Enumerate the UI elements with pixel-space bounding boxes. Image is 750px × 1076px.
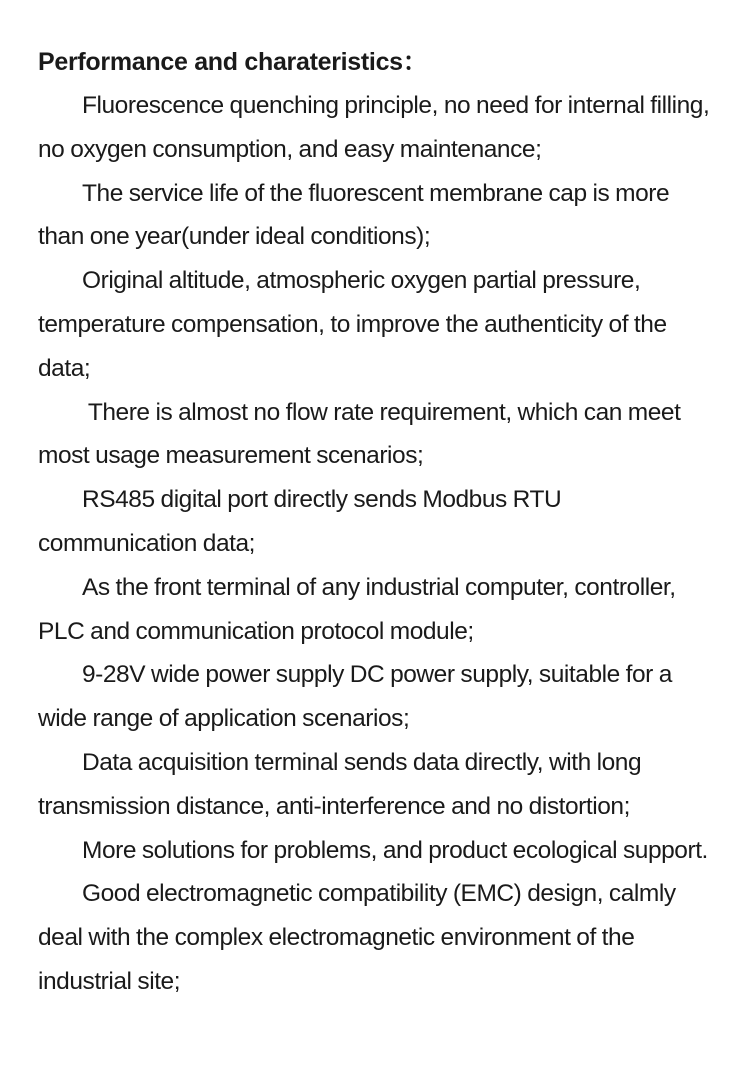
- feature-paragraph-compensation: Original altitude, atmospheric oxygen partial pressure, temperature compensation, to improve the authenticity of the data;: [38, 267, 667, 382]
- feature-paragraph-rs485: RS485 digital port directly sends Modbus RTU communication data;: [38, 486, 562, 557]
- feature-paragraph-service-life: The service life of the fluorescent membrane cap is more than one year(under ideal conditions);: [38, 179, 670, 251]
- feature-paragraph-fluorescence: Fluorescence quenching principle, no need for internal filling, no oxygen consumption, and easy maintenance;: [38, 92, 710, 163]
- feature-paragraph-data-acquisition: Data acquisition terminal sends data directly, with long transmission distance, anti-interference and no distortion;: [38, 748, 642, 820]
- section-heading: Performance and charateristics：: [38, 48, 428, 76]
- feature-paragraph-flow-rate: There is almost no flow rate requirement, which can meet most usage measurement scenarios;: [38, 398, 687, 470]
- feature-paragraph-emc: Good electromagnetic compatibility (EMC) design, calmly deal with the complex electromagnetic environment of the industrial site;: [38, 880, 676, 995]
- feature-paragraph-solutions: More solutions for problems, and product ecological support.: [82, 836, 708, 864]
- feature-paragraph-front-terminal: As the front terminal of any industrial computer, controller, PLC and communication protocol module;: [38, 573, 676, 645]
- feature-paragraph-power-supply: 9-28V wide power supply DC power supply, suitable for a wide range of application scenarios;: [38, 661, 672, 733]
- document-body: [38, 40, 710, 1004]
